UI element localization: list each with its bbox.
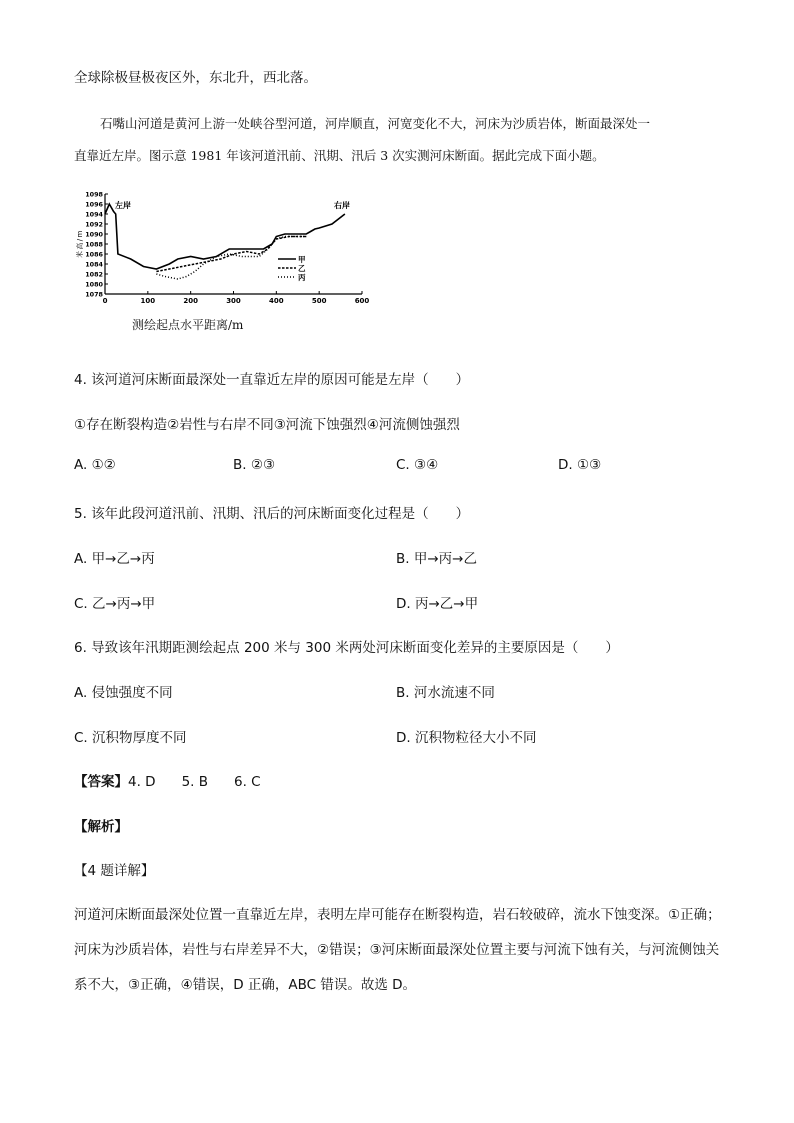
question-5-option-c[interactable]: C. 乙→丙→甲: [74, 596, 156, 612]
passage-line-2: 直靠近左岸。图示意 1981 年该河道汛前、汛期、汛后 3 次实测河床断面。据此完成下面小题。: [74, 148, 605, 163]
passage-line-1: 石嘴山河道是黄河上游一处峡谷型河道，河岸顺直，河宽变化不大，河床为沙质岩体，断面最深处一: [100, 116, 651, 131]
y-tick-label: 1088: [85, 240, 103, 249]
y-tick-label: 1098: [85, 190, 103, 199]
series-line-2: [156, 237, 306, 272]
question-6-option-c[interactable]: C. 沉积物厚度不同: [74, 730, 187, 746]
answer-label: 【答案】: [74, 774, 128, 790]
y-tick-label: 1084: [85, 260, 103, 269]
y-axis-label: 米 高 / m: [76, 230, 84, 258]
y-tick-label: 1090: [85, 230, 103, 239]
explanation-text: 河道河床断面最深处位置一直靠近左岸，表明左岸可能存在断裂构造，岩石较破碎，流水下蚀变深。①正确；河床为沙质岩体，岩性与右岸差异不大，②错误；③河床断面最深处位置主要与河流下蚀有关，与河流侧蚀关系不大，③正确，④错误，D 正确，ABC 错误。故选 D。: [74, 907, 721, 993]
detail-label: 【4 题详解】: [74, 863, 155, 879]
x-tick-label: 200: [183, 297, 198, 305]
x-tick-label: 100: [140, 297, 156, 305]
question-4-option-c[interactable]: C. ③④: [396, 457, 439, 473]
x-tick-label: 400: [269, 297, 284, 305]
question-4-statements: ①存在断裂构造②岩性与右岸不同③河流下蚀强烈④河流侧蚀强烈: [74, 417, 460, 433]
question-6-stem: 6. 导致该年汛期距测绘起点 200 米与 300 米两处河床断面变化差异的主要原因是（ ）: [74, 640, 619, 656]
question-5-stem: 5. 该年此段河道汛前、汛期、汛后的河床断面变化过程是（ ）: [74, 506, 470, 522]
question-4-option-a[interactable]: A. ①②: [74, 457, 116, 473]
left-bank-label: 左岸: [115, 201, 131, 210]
question-4-stem: 4. 该河道河床断面最深处一直靠近左岸的原因可能是左岸（ ）: [74, 372, 470, 388]
series-line-3: [156, 237, 306, 280]
chart-legend: [278, 255, 306, 282]
y-tick-label: 1082: [85, 270, 103, 279]
question-4-option-d[interactable]: D. ①③: [558, 457, 602, 473]
question-6-option-d[interactable]: D. 沉积物粒径大小不同: [396, 730, 537, 746]
x-tick-label: 600: [354, 297, 370, 305]
question-6-option-b[interactable]: B. 河水流速不同: [396, 685, 495, 701]
analysis-label: 【解析】: [74, 819, 128, 835]
answer-5: 5. B: [181, 774, 209, 790]
y-tick-label: 1092: [85, 220, 103, 229]
y-tick-label: 1086: [85, 250, 103, 259]
intro-line: 全球除极昼极夜区外，东北升，西北落。: [74, 70, 317, 86]
question-5-option-a[interactable]: A. 甲→乙→丙: [74, 551, 155, 567]
x-axis-caption: 测绘起点水平距离/m: [132, 318, 244, 332]
legend-label-2: 乙: [298, 264, 306, 273]
question-5-option-b[interactable]: B. 甲→丙→乙: [396, 551, 477, 567]
river-section-figure: [72, 186, 382, 336]
x-tick-label: 300: [226, 297, 241, 305]
x-tick-label: 500: [311, 297, 327, 305]
y-tick-label: 1080: [85, 280, 103, 289]
series-line-1: [105, 204, 345, 269]
right-bank-label: 右岸: [334, 201, 350, 210]
y-tick-label: 1096: [85, 200, 103, 209]
y-tick-label: 1078: [85, 290, 103, 299]
river-section-chart: [72, 186, 382, 336]
answer-4: 4. D: [128, 774, 156, 790]
question-6-option-a[interactable]: A. 侵蚀强度不同: [74, 685, 173, 701]
x-tick-label: 0: [102, 297, 108, 305]
answer-6: 6. C: [234, 774, 261, 790]
legend-label-3: 丙: [298, 273, 306, 282]
y-tick-label: 1094: [85, 210, 103, 219]
legend-label-1: 甲: [298, 255, 306, 264]
question-4-option-b[interactable]: B. ②③: [233, 457, 276, 473]
question-5-option-d[interactable]: D. 丙→乙→甲: [396, 596, 479, 612]
answer-line: [74, 770, 261, 790]
